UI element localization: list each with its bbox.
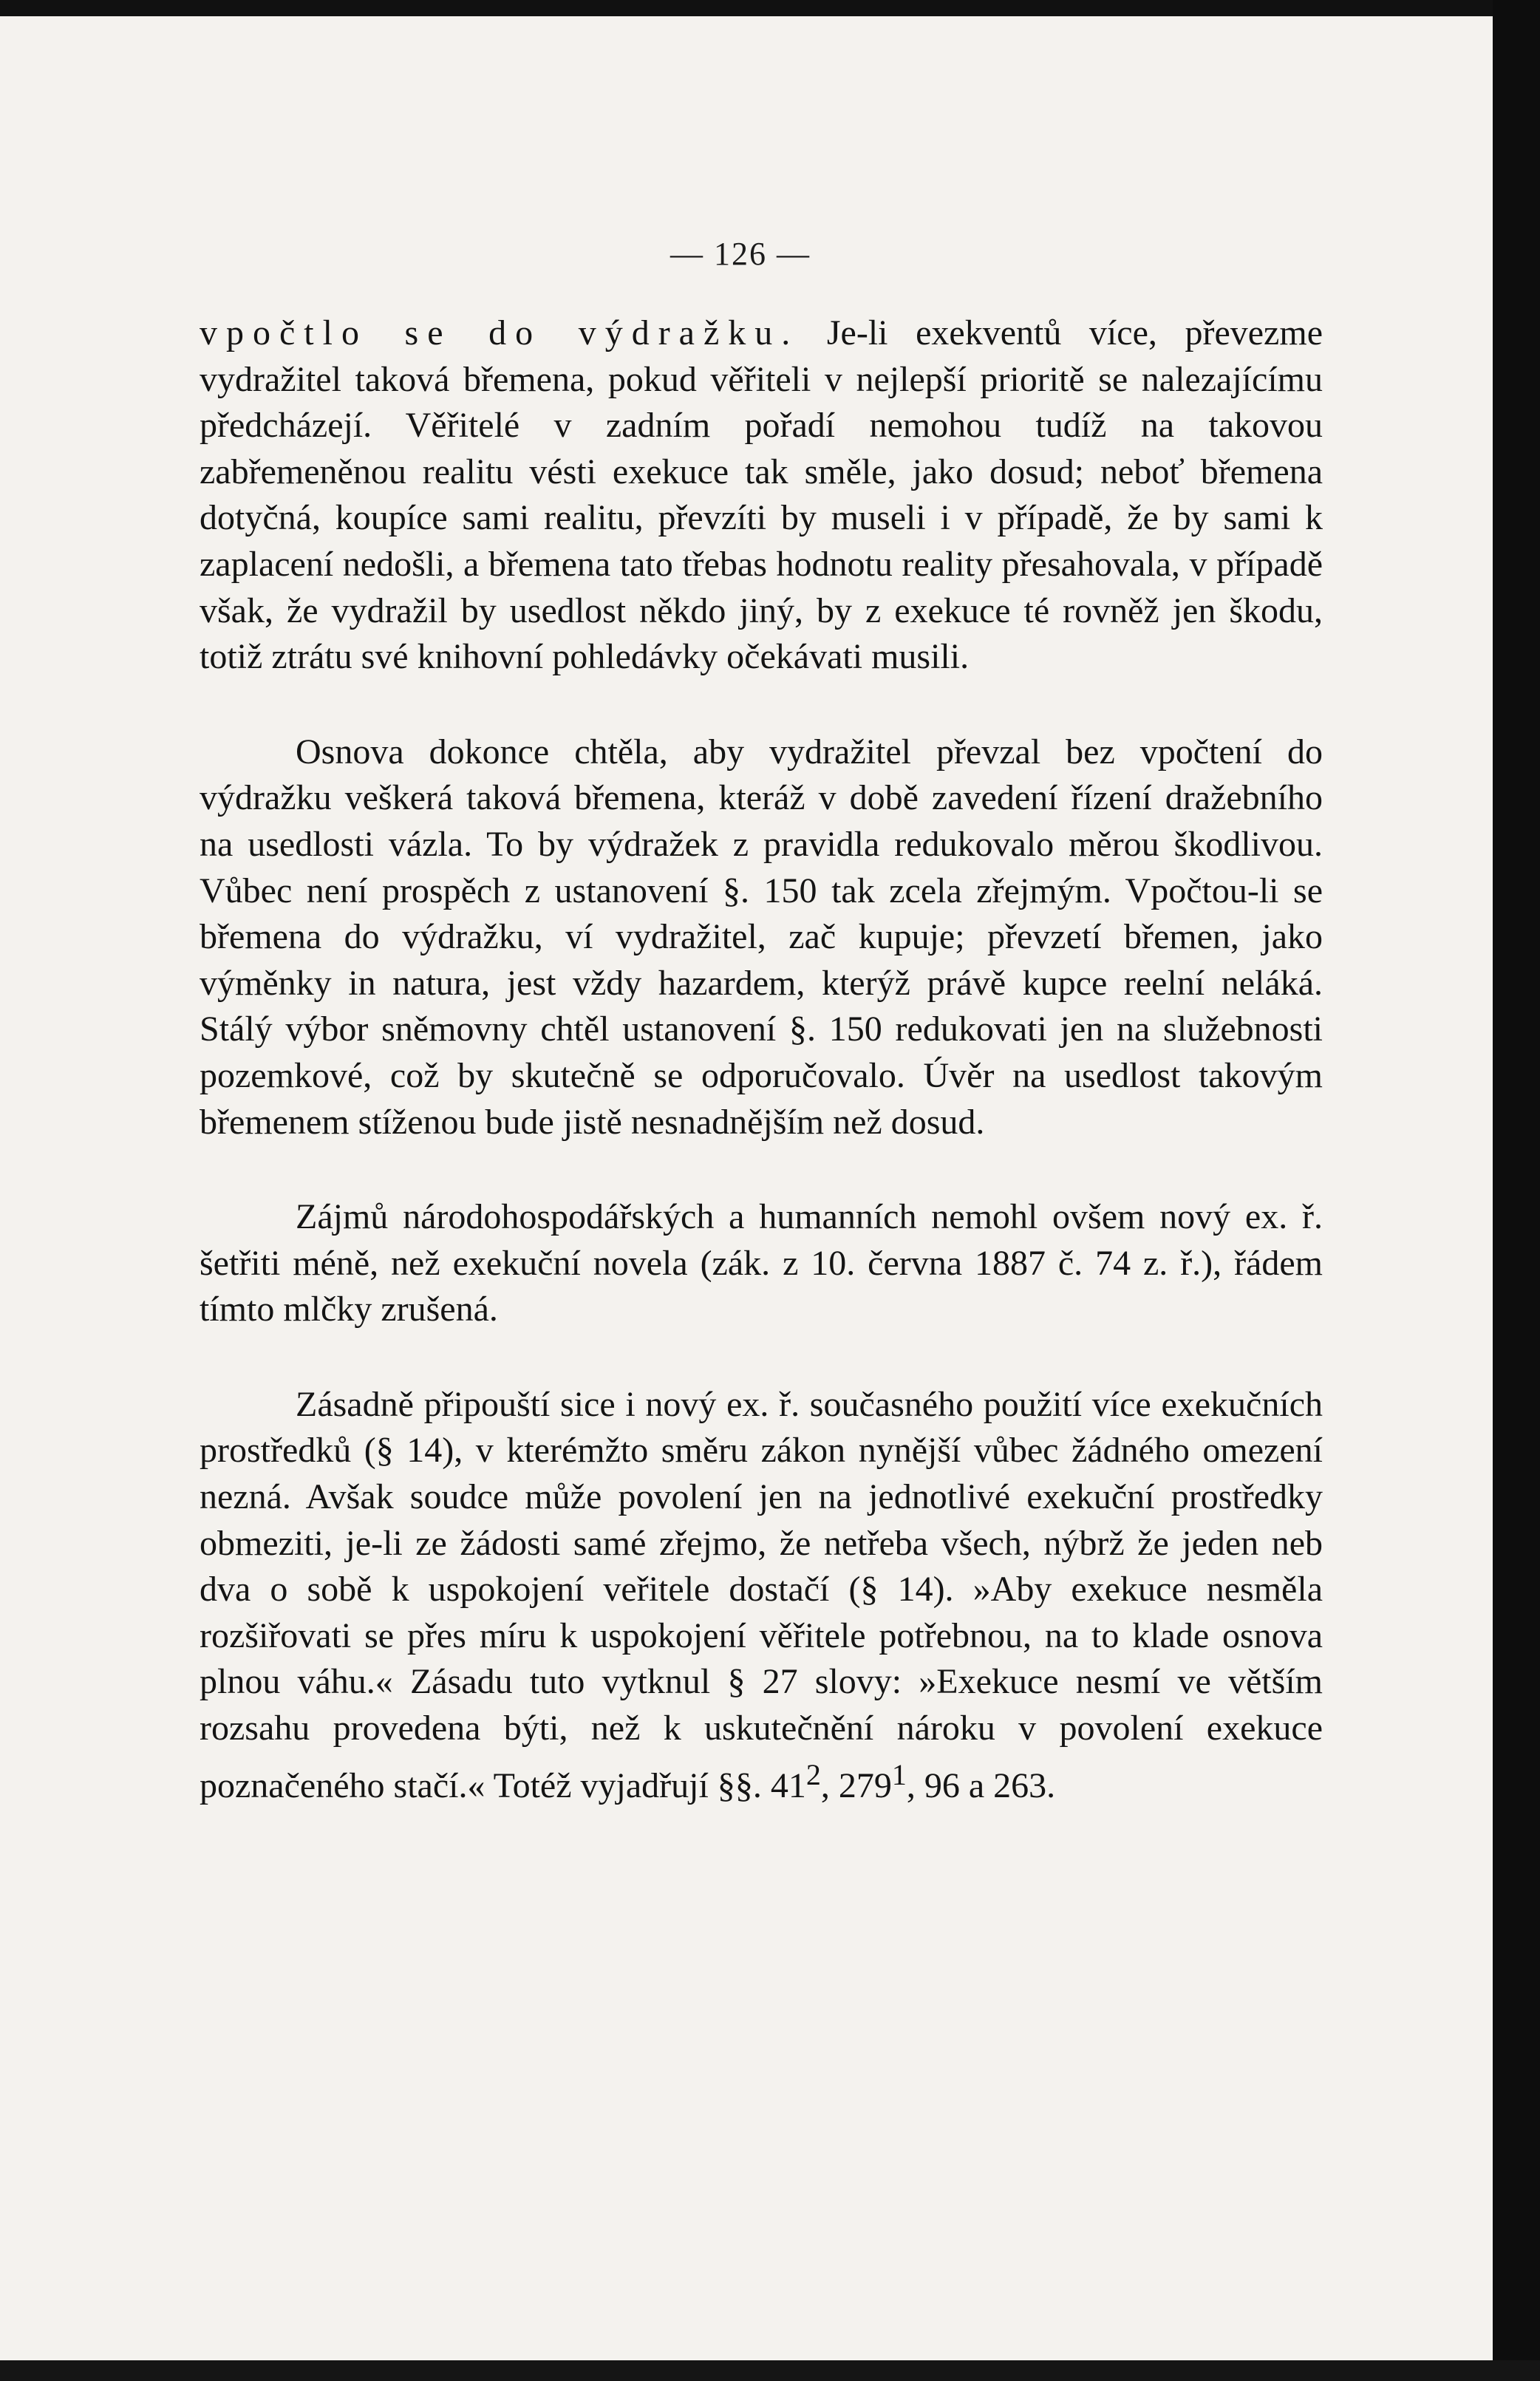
- scan-border-bottom: [0, 2360, 1540, 2381]
- superscript: 2: [805, 1757, 821, 1791]
- scan-border-right: [1493, 0, 1540, 2381]
- scan-border-top: [0, 0, 1540, 16]
- page-number: — 126 —: [670, 236, 811, 272]
- paragraph-text: Zájmů národohospodářských a humanních nemohl ovšem nový ex. ř. šetřiti méně, než exekuční novela (zák. z 10. června 1887 č. 74 z. ř.), řádem tímto mlčky zrušená.: [200, 1197, 1323, 1329]
- paragraph-2: [200, 729, 1323, 1145]
- paragraph-text: Zásadně připouští sice i nový ex. ř. současného použití více exekučních prostředků (§ 14), v kterémžto směru zákon nynější vůbec žádného omezení nezná. Avšak soudce může povolení jen na jednotlivé exekuční prostředky obmeziti, je-li ze žádosti samé zřejmo, že netřeba všech, nýbrž že jeden neb dva o sobě k uspokojení veřitele dostačí (§ 14). »Aby exekuce nesměla rozšiřovati se přes míru k uspokojení věřitele potřebnou, na to klade osnova plnou váhu.« Zásadu tuto vytknul § 27 slovy: »Exekuce nesmí ve větším rozsahu provedena býti, než k uskutečnění nároku v povolení exekuce poznačeného stačí.« Totéž vyjadřují §§. 41: [200, 1384, 1323, 1805]
- superscript: 1: [891, 1757, 907, 1791]
- spaced-lead-text: vpočtlo se do výdražku.: [200, 313, 800, 352]
- paragraph-text: , 96 a 263.: [906, 1765, 1056, 1805]
- paragraph-text: Je-li exekventů více, převezme vydražitel taková břemena, pokud věřiteli v nejlepší prioritě se nalezajícímu předcházejí. Věřitelé v zadním pořadí nemohou tudíž na takovou zabřemeněnou realitu vésti exekuce tak směle, jako dosud; neboť břemena dotyčná, koupíce sami realitu, převzíti by museli i v případě, že by sami k zaplacení nedošli, a břemena tato třebas hodnotu reality přesahovala, v případě však, že vydražil by usedlost někdo jiný, by z exekuce té rovněž jen škodu, totiž ztrátu své knihovní pohledávky očekávati musili.: [200, 313, 1323, 677]
- paragraph-text: , 279: [820, 1765, 892, 1805]
- body-text: [200, 310, 1323, 1809]
- paragraph-text: Osnova dokonce chtěla, aby vydražitel převzal bez vpočtení do výdražku veškerá taková břemena, kteráž v době zavedení řízení dražebního na usedlosti vázla. To by výdražek z pravidla redukovalo měrou škodlivou. Vůbec není prospěch z ustanovení §. 150 tak zcela zřejmým. Vpočtou-li se břemena do výdražku, ví vydražitel, zač kupuje; převzetí břemen, jako výměnky in natura, jest vždy hazardem, kterýž právě kupce reelní neláká. Stálý výbor sněmovny chtěl ustanovení §. 150 redukovati jen na služebnosti pozemkové, což by skutečně se odporučovalo. Úvěr na usedlost takovým břemenem stíženou bude jistě nesnadnějším než dosud.: [200, 732, 1323, 1142]
- paragraph-1: [200, 310, 1323, 681]
- paragraph-3: [200, 1194, 1323, 1333]
- paragraph-4: [200, 1382, 1323, 1809]
